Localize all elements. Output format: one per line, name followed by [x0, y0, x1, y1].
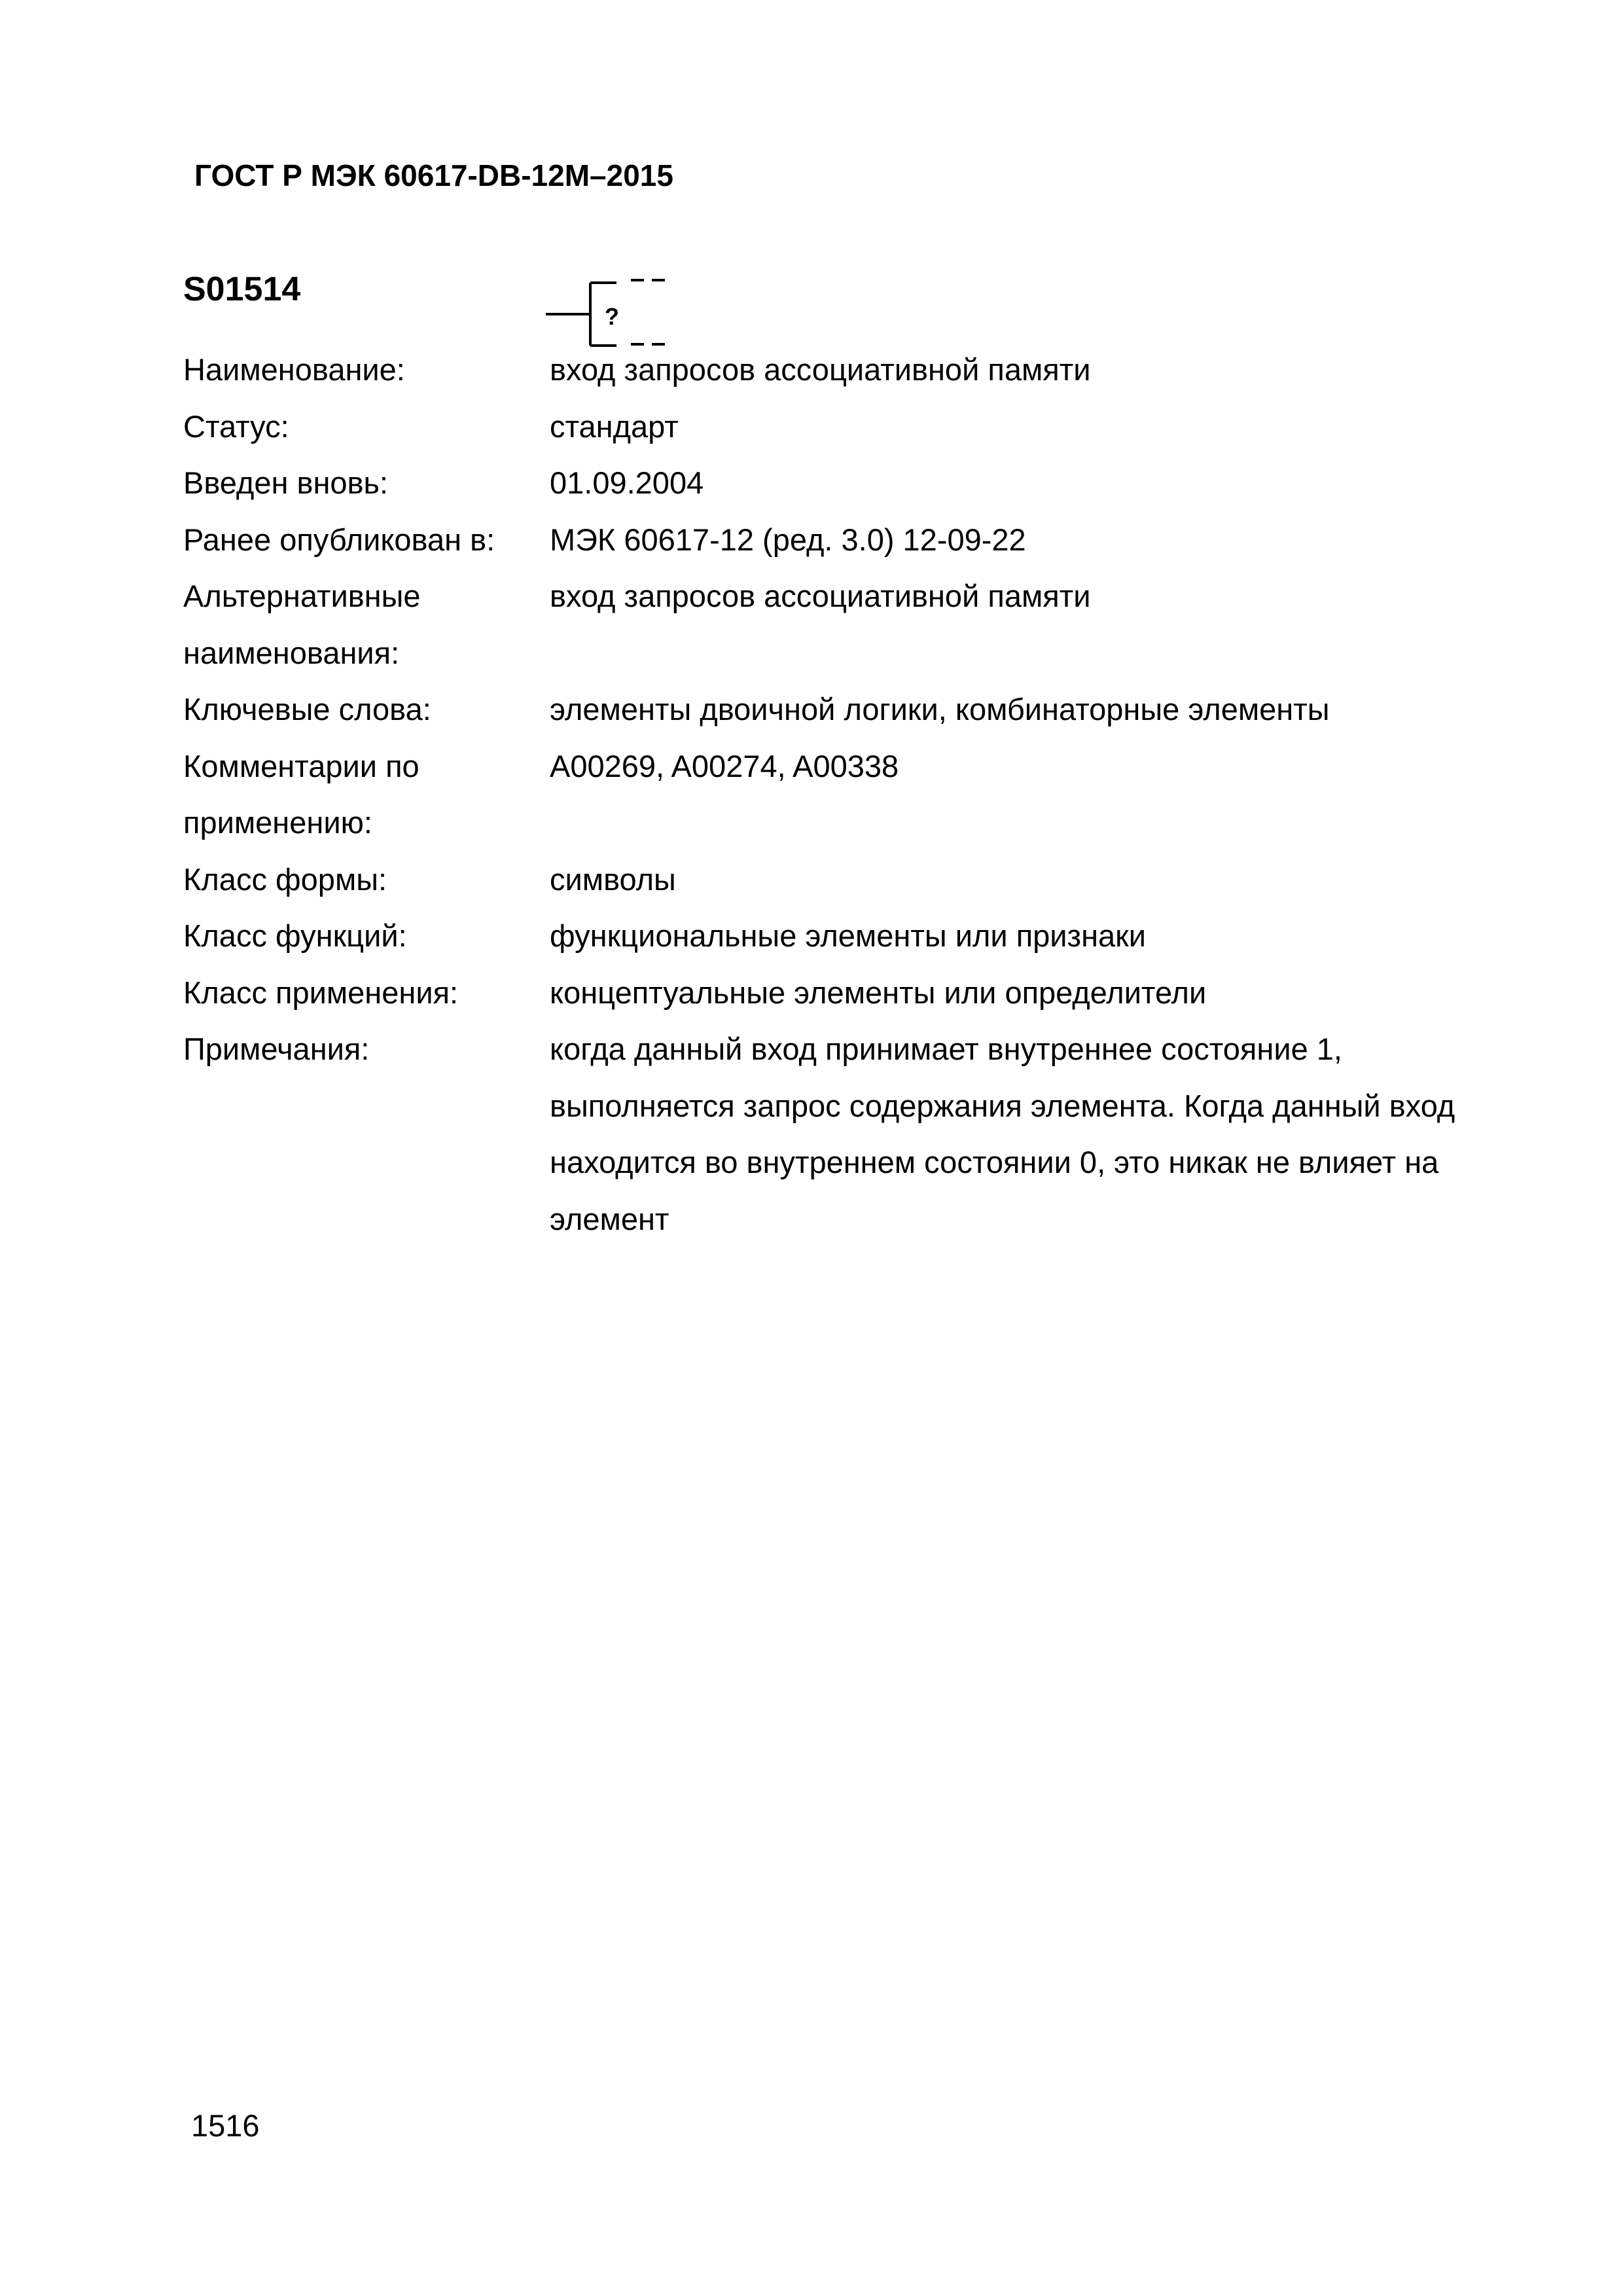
attribute-value: когда данный вход принимает внутреннее состояние 1, выполняется запрос содержания элемента. Когда данный вход находится во внутреннем состоянии 0, это никак не влияет на элемент	[550, 1031, 1455, 1236]
attribute-label: Статус:	[183, 408, 289, 444]
attribute-row	[183, 399, 1459, 456]
attribute-list	[183, 342, 1459, 1247]
attribute-row	[183, 852, 1459, 908]
attribute-value: концептуальные элементы или определители	[550, 975, 1207, 1010]
attribute-value: вход запросов ассоциативной памяти	[550, 352, 1091, 387]
symbol-code: S01514	[183, 270, 301, 308]
attribute-value: МЭК 60617-12 (ред. 3.0) 12-09-22	[550, 522, 1026, 557]
attribute-label: Комментарии по применению:	[183, 748, 419, 840]
attribute-row	[183, 455, 1459, 512]
attribute-label: Введен вновь:	[183, 465, 389, 500]
attribute-value: вход запросов ассоциативной памяти	[550, 579, 1091, 613]
attribute-label: Класс применения:	[183, 975, 459, 1010]
page-number: 1516	[191, 2108, 260, 2143]
attribute-value: функциональные элементы или признаки	[550, 918, 1146, 953]
attribute-label: Класс функций:	[183, 918, 407, 953]
attribute-value: символы	[550, 861, 676, 897]
attribute-value: 01.09.2004	[550, 465, 704, 500]
attribute-label: Ранее опубликован в:	[183, 522, 495, 557]
attribute-row	[183, 738, 1459, 852]
attribute-label: Примечания:	[183, 1031, 370, 1066]
attribute-label: Наименование:	[183, 352, 405, 387]
attribute-row	[183, 568, 1459, 681]
attribute-label: Альтернативные наименования:	[183, 579, 421, 670]
associative-memory-interrogate-input-symbol-icon	[544, 274, 682, 349]
attribute-value: A00269, A00274, A00338	[550, 748, 899, 783]
attribute-value: стандарт	[550, 408, 679, 444]
attribute-row	[183, 512, 1459, 569]
attribute-label: Класс формы:	[183, 861, 387, 897]
attribute-row	[183, 681, 1459, 738]
document-header: ГОСТ Р МЭК 60617-DB-12M–2015	[194, 158, 673, 192]
attribute-value: элементы двоичной логики, комбинаторные элементы	[550, 692, 1330, 726]
attribute-label: Ключевые слова:	[183, 692, 431, 726]
attribute-row	[183, 1021, 1459, 1247]
attribute-row	[183, 908, 1459, 965]
attribute-row	[183, 342, 1459, 399]
interrogate-glyph: ?	[605, 303, 619, 330]
attribute-row	[183, 965, 1459, 1022]
